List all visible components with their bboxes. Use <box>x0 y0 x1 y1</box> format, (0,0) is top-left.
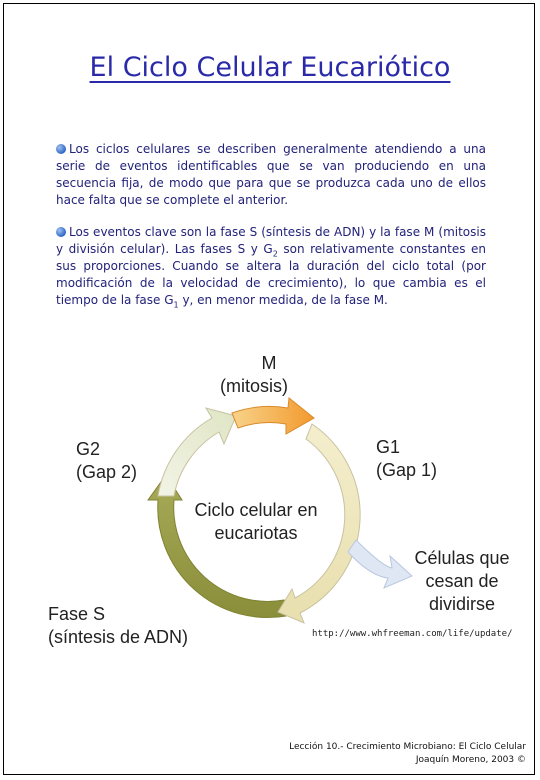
subscript-2: 2 <box>272 249 278 259</box>
label-gap1: (Gap 1) <box>376 460 438 480</box>
label-g2: G2 <box>76 439 101 459</box>
label-sintesis-adn: (síntesis de ADN) <box>48 627 189 647</box>
subscript-1: 1 <box>173 300 179 310</box>
bullet-icon <box>56 227 66 237</box>
bullet-icon <box>56 144 66 154</box>
page-title: El Ciclo Celular Eucariótico <box>89 52 451 83</box>
footer <box>289 741 526 767</box>
m-phase-arrow <box>232 398 314 434</box>
paragraph-2-text-b: son relativamente constantes en sus proporciones. Cuando se altera la duración del ciclo total (por modificación de la velocidad de crecimiento), lo que cambia es el tiempo de la fase G <box>56 242 486 307</box>
paragraph-1 <box>56 141 486 209</box>
exit-label-line2: cesan de <box>425 571 499 591</box>
source-url: http://www.whfreeman.com/life/update/ <box>312 629 513 639</box>
exit-label-line3: dividirse <box>428 594 496 614</box>
footer-lesson: Lección 10.- Crecimiento Microbiano: El Ciclo Celular <box>289 742 526 752</box>
center-label-line1: Ciclo celular en <box>194 500 318 520</box>
exit-arrow <box>348 540 412 588</box>
label-fase-s: Fase S <box>48 604 106 624</box>
paragraph-2-text-c: y, en menor medida, de la fase M. <box>178 293 388 307</box>
label-g1: G1 <box>376 437 401 457</box>
label-gap2: (Gap 2) <box>76 462 138 482</box>
label-mitosis: (mitosis) <box>220 376 288 396</box>
g2-phase-arrow <box>158 408 236 496</box>
exit-label-line1: Células que <box>414 548 510 568</box>
paragraph-1-text: Los ciclos celulares se describen generalmente atendiendo a una serie de eventos identificables que se van produciendo en una secuencia fija, de modo que para que se produzca cada uno de ellos hace falta que se complete el anterior. <box>56 142 486 207</box>
paragraph-2 <box>56 224 486 309</box>
paragraph-2-text-a: Los eventos clave son la fase S (síntesis de ADN) y la fase M (mitosis y división celular). Las fases S y G <box>56 225 486 256</box>
label-m: M <box>261 353 277 373</box>
center-label-line2: eucariotas <box>214 523 298 543</box>
footer-author: Joaquín Moreno, 2003 © <box>415 755 526 765</box>
